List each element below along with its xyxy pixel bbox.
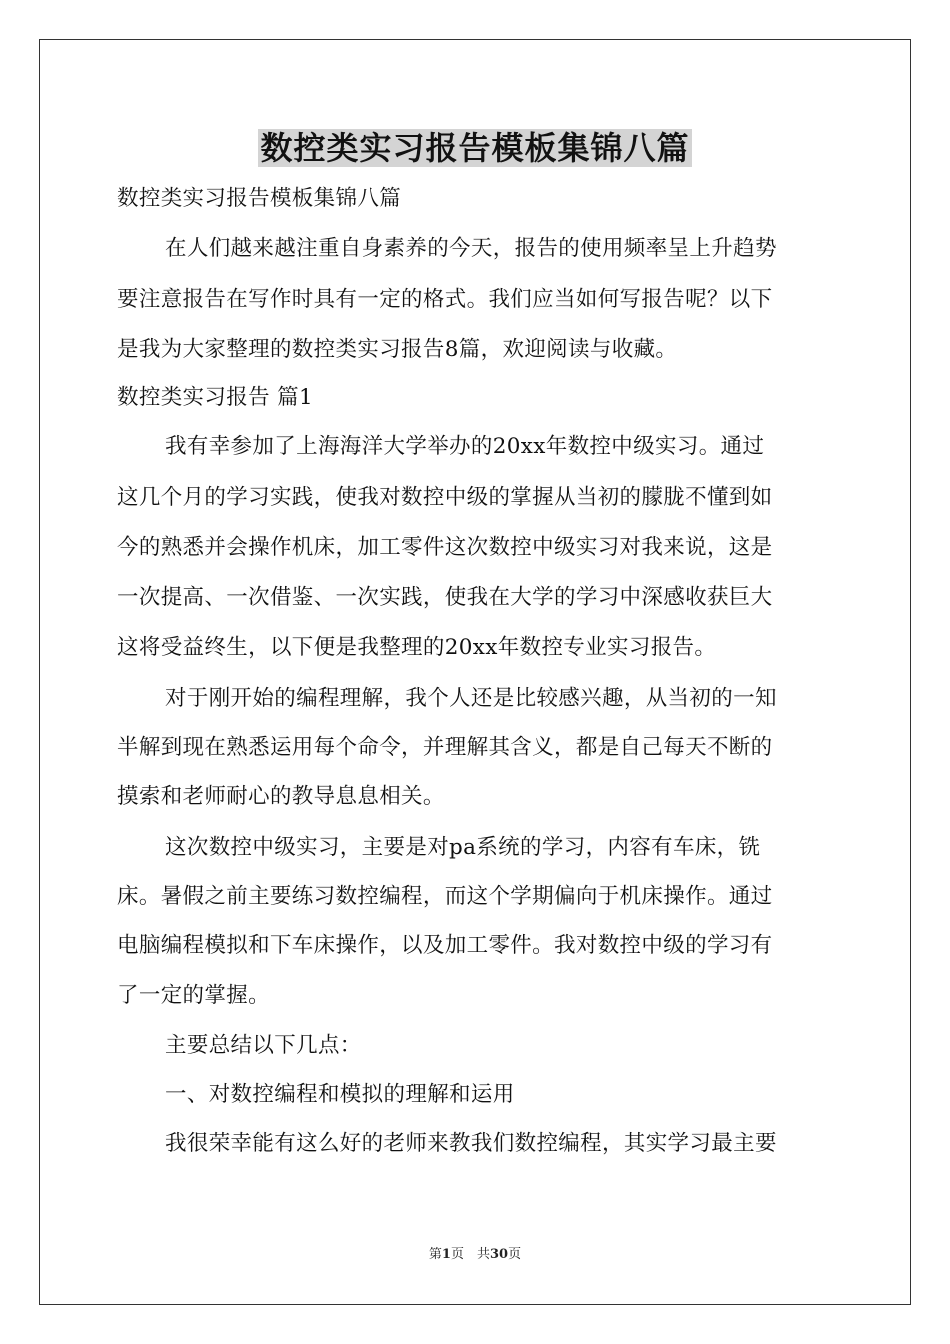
intro-line: 是我为大家整理的数控类实习报告8篇，欢迎阅读与收藏。 [117, 337, 678, 362]
page-prefix: 第 [428, 1247, 442, 1262]
point-heading: 一、对数控编程和模拟的理解和运用 [165, 1082, 515, 1107]
paragraph-line: 我很荣幸能有这么好的老师来教我们数控编程，其实学习最主要 [165, 1131, 777, 1156]
paragraph-line: 摸索和老师耐心的教导息息相关。 [117, 784, 445, 809]
page-mid: 页 共 [450, 1247, 490, 1262]
paragraph-line: 这次数控中级实习，主要是对pa系统的学习，内容有车床，铣 [165, 835, 761, 860]
paragraph-line: 半解到现在熟悉运用每个命令，并理解其含义，都是自己每天不断的 [117, 735, 773, 760]
paragraph-line: 今的熟悉并会操作机床，加工零件这次数控中级实习对我来说，这是 [117, 535, 773, 560]
document-subtitle: 数控类实习报告模板集锦八篇 [117, 186, 402, 211]
page-footer [0, 1246, 950, 1264]
document-title [0, 126, 950, 170]
total-pages-number: 30 [489, 1247, 509, 1262]
page-suffix: 页 [508, 1247, 522, 1262]
paragraph-line: 对于刚开始的编程理解，我个人还是比较感兴趣，从当初的一知 [165, 686, 777, 711]
page-border [39, 39, 911, 1305]
intro-line: 在人们越来越注重自身素养的今天，报告的使用频率呈上升趋势 [165, 236, 777, 261]
paragraph-line: 我有幸参加了上海海洋大学举办的20xx年数控中级实习。通过 [165, 434, 765, 459]
paragraph-line: 一次提高、一次借鉴、一次实践，使我在大学的学习中深感收获巨大 [117, 585, 773, 610]
intro-line: 要注意报告在写作时具有一定的格式。我们应当如何写报告呢？以下 [117, 287, 773, 312]
title-highlight: 数控类实习报告模板集锦八篇 [260, 129, 690, 167]
paragraph-line: 床。暑假之前主要练习数控编程，而这个学期偏向于机床操作。通过 [117, 884, 773, 909]
paragraph-line: 电脑编程模拟和下车床操作，以及加工零件。我对数控中级的学习有 [117, 933, 773, 958]
paragraph-line: 这将受益终生，以下便是我整理的20xx年数控专业实习报告。 [117, 635, 717, 660]
paragraph-line: 这几个月的学习实践，使我对数控中级的掌握从当初的朦胧不懂到如 [117, 485, 773, 510]
summary-lead: 主要总结以下几点： [165, 1033, 362, 1058]
current-page-number: 1 [441, 1247, 451, 1262]
section-heading: 数控类实习报告 篇1 [117, 385, 314, 410]
paragraph-line: 了一定的掌握。 [117, 983, 270, 1008]
